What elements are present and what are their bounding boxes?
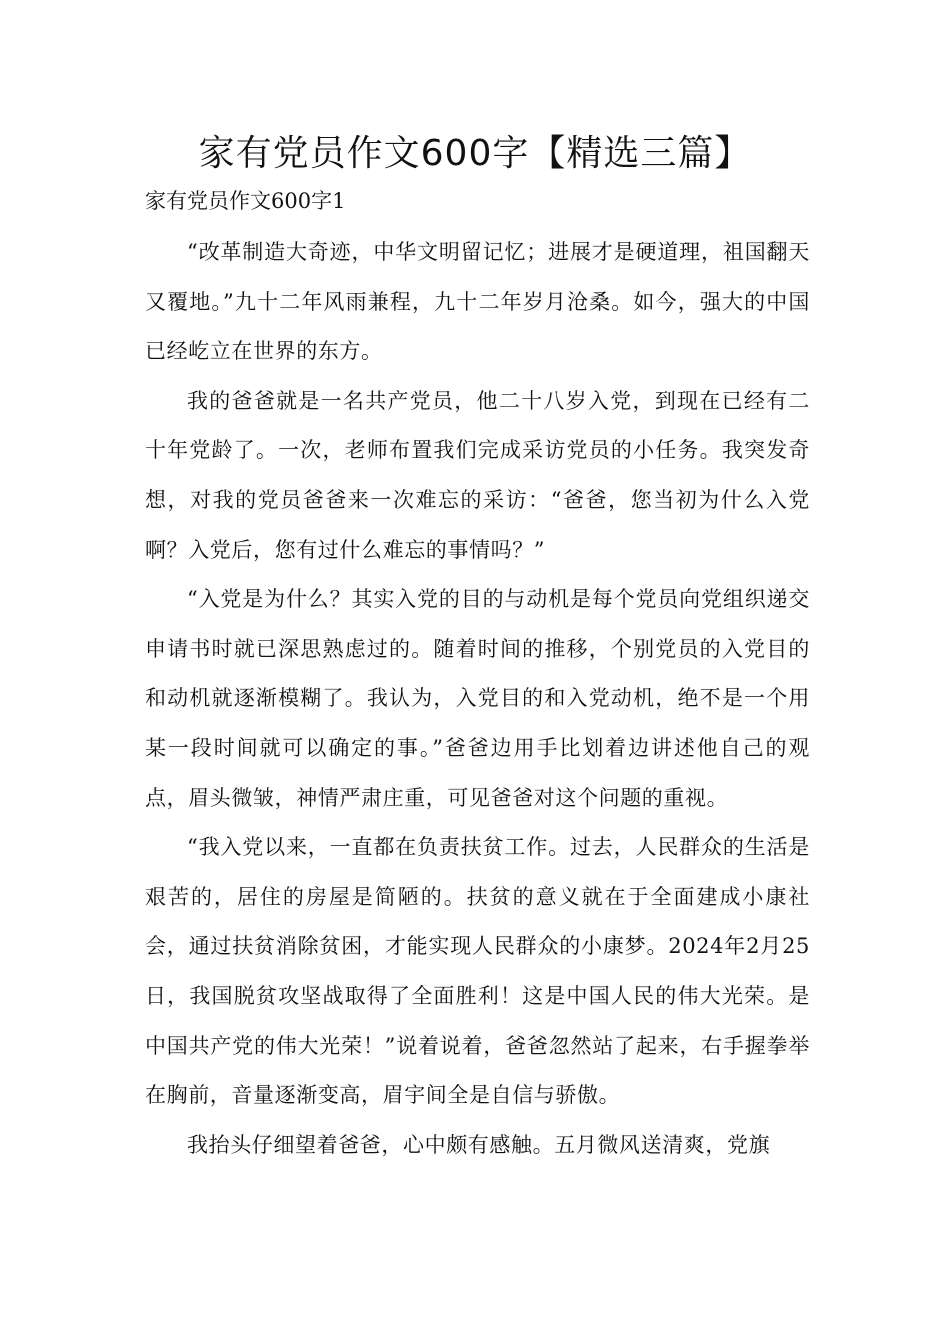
paragraph: 我抬头仔细望着爸爸，心中颇有感触。五月微风送清爽，党旗	[187, 1132, 771, 1157]
document-title: 家有党员作文600字【精选三篇】	[198, 133, 752, 174]
paragraph: “改革制造大奇迹，中华文明留记忆；进展才是硬道理，祖国翻天又覆地。”九十二年风雨兼程，九十二年岁月沧桑。如今，强大的中国已经屹立在世界的东方。	[145, 240, 810, 364]
paragraph: “我入党以来，一直都在负责扶贫工作。过去，人民群众的生活是艰苦的，居住的房屋是简陋的。扶贫的意义就在于全面建成小康社会，通过扶贫消除贫困，才能实现人民群众的小康梦。2024年2月25日，我国脱贫攻坚战取得了全面胜利！这是中国人民的伟大光荣。是中国共产党的伟大光荣！”说着说着，爸爸忽然站了起来，右手握拳举在胸前，音量逐渐变高，眉宇间全是自信与骄傲。	[145, 835, 810, 1108]
section-subtitle: 家有党员作文600字1	[145, 189, 346, 213]
paragraph: “入党是为什么？其实入党的目的与动机是每个党员向党组织递交申请书时就已深思熟虑过的。随着时间的推移，个别党员的入党目的和动机就逐渐模糊了。我认为，入党目的和入党动机，绝不是一个用某一段时间就可以确定的事。”爸爸边用手比划着边讲述他自己的观点，眉头微皱，神情严肃庄重，可见爸爸对这个问题的重视。	[145, 587, 810, 810]
paragraph: 我的爸爸就是一名共产党员，他二十八岁入党，到现在已经有二十年党龄了。一次，老师布置我们完成采访党员的小任务。我突发奇想，对我的党员爸爸来一次难忘的采访：“爸爸，您当初为什么入党啊？入党后，您有过什么难忘的事情吗？”	[145, 388, 810, 562]
article-body	[145, 228, 810, 1170]
